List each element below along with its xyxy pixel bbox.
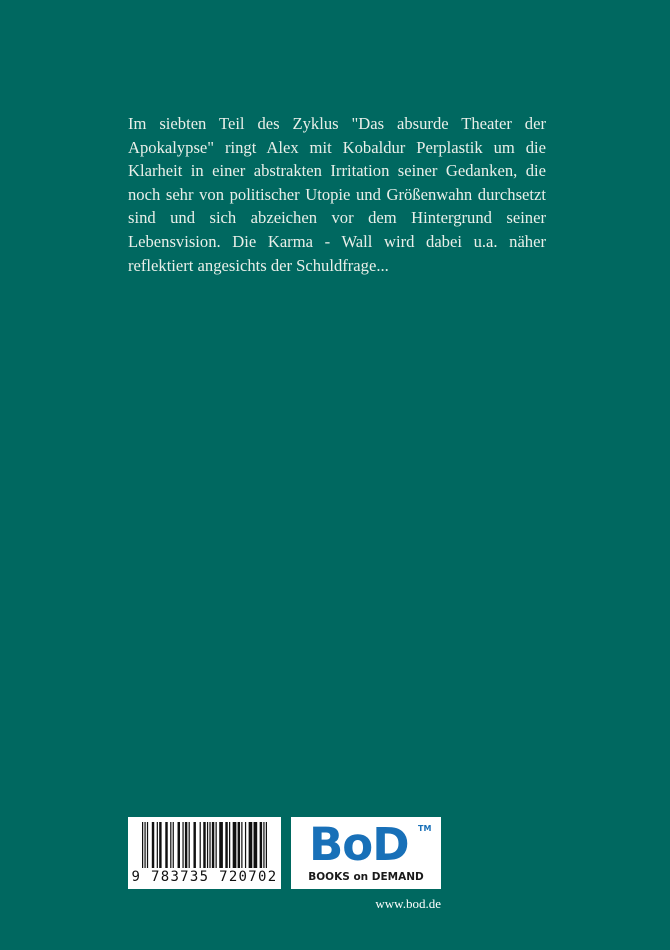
barcode-bar [142,822,143,868]
bod-tagline: BOOKS on DEMAND [308,871,424,883]
barcode-bars [142,822,267,868]
barcode-bar [245,822,246,868]
barcode-bar [147,822,148,868]
barcode-bar [241,822,242,868]
isbn-barcode [128,817,281,889]
barcode-bar [254,822,258,868]
barcode-bar [170,822,171,868]
barcode-bar [189,822,190,868]
publisher-website: www.bod.de [375,896,441,911]
barcode-bar [263,822,264,868]
barcode-bar [207,822,208,868]
barcode-bar [266,822,267,868]
barcode-bar [144,822,145,868]
trademark-symbol: TM [418,824,432,833]
barcode-bar [219,822,223,868]
barcode-bar [238,822,240,868]
barcode-bar [152,822,154,868]
barcode-bar [165,822,167,868]
barcode-bar [249,822,253,868]
barcode-bar [260,822,262,868]
barcode-bar [225,822,227,868]
barcode-bar [209,822,210,868]
barcode-bar [203,822,205,868]
blurb-text: Im siebten Teil des Zyklus "Das absurde Theater der Apokalypse" ringt Alex mit Kobaldur Perplastik um die Klarheit in einer abstrakten Irritation seiner Gedanken, die noch sehr von politischer Utopie und Größenwahn durchsetzt sind und sich abzeichen vor dem Hintergrund seiner Lebensvision. Die Karma - Wall wird dabei u.a. näher reflektiert angesichts der Schuldfrage... [128,114,546,275]
isbn-digits: 9 783735 720702 [131,869,278,885]
barcode-bar [229,822,230,868]
barcode-bar [178,822,180,868]
barcode-bar [157,822,158,868]
barcode-bar [173,822,174,868]
barcode-bar [200,822,201,868]
bod-wordmark: BoD [309,818,409,871]
barcode-bar [216,822,217,868]
barcode-bar [212,822,214,868]
barcode-bar [185,822,187,868]
barcode-bar [182,822,183,868]
barcode-bar [159,822,161,868]
barcode-bar [233,822,237,868]
bod-logo [291,817,441,889]
barcode-bar [193,822,195,868]
